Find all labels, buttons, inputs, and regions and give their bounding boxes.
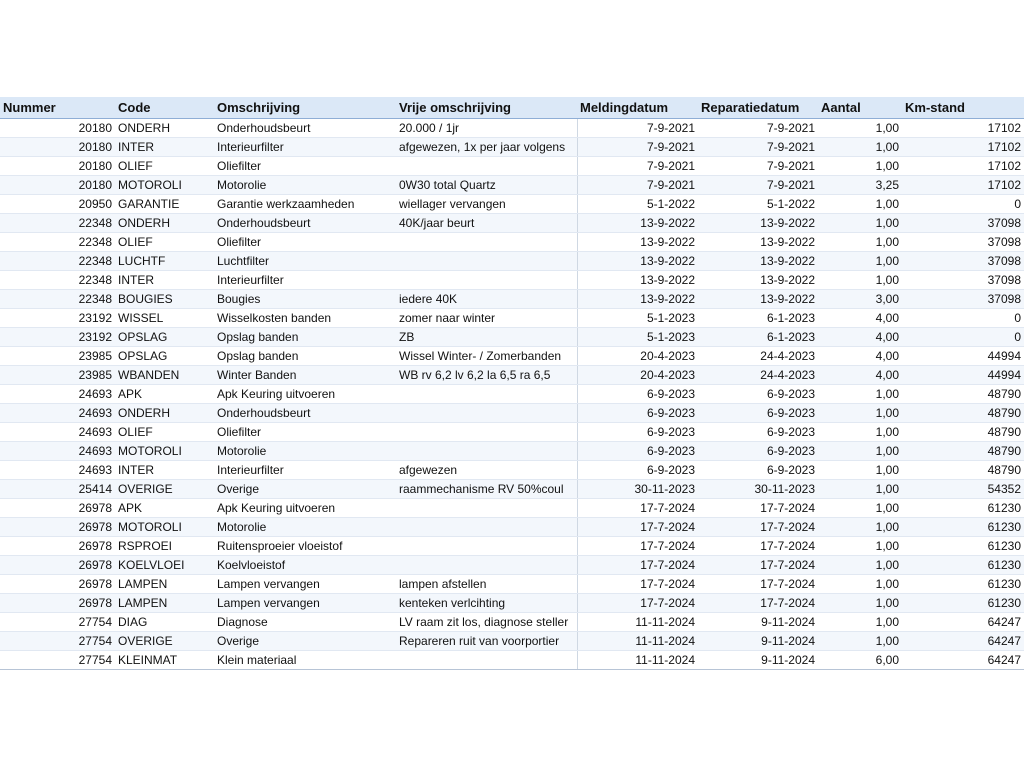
cell-reparatiedatum[interactable]: 24-4-2023 — [698, 366, 818, 385]
cell-reparatiedatum[interactable]: 5-1-2022 — [698, 195, 818, 214]
cell-reparatiedatum[interactable]: 17-7-2024 — [698, 499, 818, 518]
cell-code[interactable]: INTER — [115, 271, 214, 290]
header-nummer[interactable]: Nummer — [0, 97, 115, 119]
cell-nummer[interactable]: 20180 — [0, 119, 115, 138]
cell-reparatiedatum[interactable]: 13-9-2022 — [698, 271, 818, 290]
cell-nummer[interactable]: 26978 — [0, 556, 115, 575]
cell-aantal[interactable]: 1,00 — [818, 632, 902, 651]
cell-aantal[interactable]: 3,25 — [818, 176, 902, 195]
cell-vrije-omschrijving[interactable] — [396, 423, 577, 442]
cell-vrije-omschrijving[interactable] — [396, 252, 577, 271]
cell-nummer[interactable]: 23192 — [0, 328, 115, 347]
cell-aantal[interactable]: 1,00 — [818, 499, 902, 518]
cell-code[interactable]: OPSLAG — [115, 347, 214, 366]
cell-meldingdatum[interactable]: 7-9-2021 — [577, 119, 698, 138]
table-row — [0, 613, 1024, 632]
cell-km-stand[interactable]: 48790 — [902, 404, 1024, 423]
cell-omschrijving[interactable]: Garantie werkzaamheden — [214, 195, 396, 214]
table-row — [0, 271, 1024, 290]
table-row — [0, 556, 1024, 575]
table-row — [0, 404, 1024, 423]
cell-omschrijving[interactable]: Motorolie — [214, 518, 396, 537]
cell-reparatiedatum[interactable]: 13-9-2022 — [698, 252, 818, 271]
cell-code[interactable]: LAMPEN — [115, 594, 214, 613]
table-row — [0, 499, 1024, 518]
cell-nummer[interactable]: 22348 — [0, 290, 115, 309]
cell-aantal[interactable]: 1,00 — [818, 575, 902, 594]
cell-aantal[interactable]: 1,00 — [818, 594, 902, 613]
cell-nummer[interactable]: 26978 — [0, 594, 115, 613]
table-row — [0, 214, 1024, 233]
cell-meldingdatum[interactable]: 13-9-2022 — [577, 271, 698, 290]
cell-vrije-omschrijving[interactable] — [396, 556, 577, 575]
cell-meldingdatum[interactable]: 11-11-2024 — [577, 651, 698, 670]
cell-code[interactable]: OVERIGE — [115, 632, 214, 651]
cell-aantal[interactable]: 1,00 — [818, 480, 902, 499]
cell-km-stand[interactable]: 61230 — [902, 594, 1024, 613]
cell-vrije-omschrijving[interactable]: ZB — [396, 328, 577, 347]
cell-aantal[interactable]: 4,00 — [818, 328, 902, 347]
cell-reparatiedatum[interactable]: 6-9-2023 — [698, 404, 818, 423]
header-km-stand[interactable]: Km-stand — [902, 97, 1024, 119]
cell-vrije-omschrijving[interactable]: raammechanisme RV 50%coul — [396, 480, 577, 499]
cell-nummer[interactable]: 20950 — [0, 195, 115, 214]
cell-nummer[interactable]: 24693 — [0, 423, 115, 442]
cell-reparatiedatum[interactable]: 9-11-2024 — [698, 632, 818, 651]
cell-km-stand[interactable]: 17102 — [902, 138, 1024, 157]
cell-nummer[interactable]: 27754 — [0, 651, 115, 670]
cell-reparatiedatum[interactable]: 9-11-2024 — [698, 613, 818, 632]
cell-aantal[interactable]: 1,00 — [818, 252, 902, 271]
cell-omschrijving[interactable]: Interieurfilter — [214, 138, 396, 157]
table-row — [0, 138, 1024, 157]
cell-omschrijving[interactable]: Oliefilter — [214, 423, 396, 442]
table-row — [0, 423, 1024, 442]
cell-vrije-omschrijving[interactable]: 0W30 total Quartz — [396, 176, 577, 195]
cell-meldingdatum[interactable]: 5-1-2023 — [577, 328, 698, 347]
cell-meldingdatum[interactable]: 7-9-2021 — [577, 157, 698, 176]
cell-code[interactable]: INTER — [115, 461, 214, 480]
table-row — [0, 252, 1024, 271]
cell-km-stand[interactable]: 44994 — [902, 347, 1024, 366]
cell-code[interactable]: DIAG — [115, 613, 214, 632]
cell-nummer[interactable]: 26978 — [0, 537, 115, 556]
cell-reparatiedatum[interactable]: 7-9-2021 — [698, 119, 818, 138]
cell-reparatiedatum[interactable]: 7-9-2021 — [698, 176, 818, 195]
cell-km-stand[interactable]: 37098 — [902, 214, 1024, 233]
cell-vrije-omschrijving[interactable]: zomer naar winter — [396, 309, 577, 328]
cell-nummer[interactable]: 27754 — [0, 632, 115, 651]
cell-vrije-omschrijving[interactable]: wiellager vervangen — [396, 195, 577, 214]
cell-km-stand[interactable]: 61230 — [902, 575, 1024, 594]
cell-aantal[interactable]: 1,00 — [818, 518, 902, 537]
cell-code[interactable]: GARANTIE — [115, 195, 214, 214]
cell-meldingdatum[interactable]: 11-11-2024 — [577, 632, 698, 651]
cell-omschrijving[interactable]: Luchtfilter — [214, 252, 396, 271]
cell-km-stand[interactable]: 0 — [902, 309, 1024, 328]
cell-aantal[interactable]: 1,00 — [818, 461, 902, 480]
cell-km-stand[interactable]: 37098 — [902, 290, 1024, 309]
cell-reparatiedatum[interactable]: 17-7-2024 — [698, 537, 818, 556]
cell-omschrijving[interactable]: Opslag banden — [214, 347, 396, 366]
cell-meldingdatum[interactable]: 6-9-2023 — [577, 385, 698, 404]
cell-omschrijving[interactable]: Overige — [214, 480, 396, 499]
cell-vrije-omschrijving[interactable] — [396, 537, 577, 556]
cell-omschrijving[interactable]: Apk Keuring uitvoeren — [214, 385, 396, 404]
cell-meldingdatum[interactable]: 20-4-2023 — [577, 366, 698, 385]
cell-km-stand[interactable]: 37098 — [902, 233, 1024, 252]
cell-reparatiedatum[interactable]: 6-1-2023 — [698, 309, 818, 328]
cell-meldingdatum[interactable]: 17-7-2024 — [577, 575, 698, 594]
cell-code[interactable]: OVERIGE — [115, 480, 214, 499]
cell-aantal[interactable]: 1,00 — [818, 423, 902, 442]
cell-code[interactable]: WBANDEN — [115, 366, 214, 385]
cell-aantal[interactable]: 3,00 — [818, 290, 902, 309]
cell-aantal[interactable]: 1,00 — [818, 613, 902, 632]
cell-omschrijving[interactable]: Interieurfilter — [214, 271, 396, 290]
cell-aantal[interactable]: 1,00 — [818, 271, 902, 290]
cell-aantal[interactable]: 4,00 — [818, 309, 902, 328]
table-row — [0, 233, 1024, 252]
cell-omschrijving[interactable]: Lampen vervangen — [214, 594, 396, 613]
cell-nummer[interactable]: 25414 — [0, 480, 115, 499]
cell-vrije-omschrijving[interactable]: afgewezen — [396, 461, 577, 480]
cell-meldingdatum[interactable]: 5-1-2022 — [577, 195, 698, 214]
cell-reparatiedatum[interactable]: 6-9-2023 — [698, 385, 818, 404]
cell-vrije-omschrijving[interactable] — [396, 518, 577, 537]
table-row — [0, 518, 1024, 537]
cell-nummer[interactable]: 22348 — [0, 233, 115, 252]
cell-reparatiedatum[interactable]: 17-7-2024 — [698, 594, 818, 613]
cell-reparatiedatum[interactable]: 17-7-2024 — [698, 556, 818, 575]
cell-km-stand[interactable]: 17102 — [902, 176, 1024, 195]
cell-code[interactable]: MOTOROLI — [115, 442, 214, 461]
cell-code[interactable]: MOTOROLI — [115, 176, 214, 195]
cell-meldingdatum[interactable]: 6-9-2023 — [577, 404, 698, 423]
cell-reparatiedatum[interactable]: 6-9-2023 — [698, 423, 818, 442]
header-code[interactable]: Code — [115, 97, 214, 119]
cell-aantal[interactable]: 1,00 — [818, 442, 902, 461]
header-omschrijving[interactable]: Omschrijving — [214, 97, 396, 119]
cell-km-stand[interactable]: 64247 — [902, 632, 1024, 651]
cell-meldingdatum[interactable]: 13-9-2022 — [577, 290, 698, 309]
cell-omschrijving[interactable]: Motorolie — [214, 442, 396, 461]
cell-nummer[interactable]: 27754 — [0, 613, 115, 632]
cell-nummer[interactable]: 23985 — [0, 347, 115, 366]
cell-nummer[interactable]: 24693 — [0, 385, 115, 404]
cell-code[interactable]: APK — [115, 385, 214, 404]
table-row — [0, 157, 1024, 176]
cell-omschrijving[interactable]: Overige — [214, 632, 396, 651]
cell-code[interactable]: OLIEF — [115, 157, 214, 176]
cell-reparatiedatum[interactable]: 13-9-2022 — [698, 290, 818, 309]
cell-reparatiedatum[interactable]: 6-9-2023 — [698, 442, 818, 461]
cell-reparatiedatum[interactable]: 17-7-2024 — [698, 575, 818, 594]
cell-meldingdatum[interactable]: 17-7-2024 — [577, 499, 698, 518]
cell-reparatiedatum[interactable]: 30-11-2023 — [698, 480, 818, 499]
table-row — [0, 328, 1024, 347]
cell-aantal[interactable]: 1,00 — [818, 556, 902, 575]
header-vrije-omschrijving[interactable]: Vrije omschrijving — [396, 97, 577, 119]
table-row — [0, 195, 1024, 214]
cell-km-stand[interactable]: 61230 — [902, 556, 1024, 575]
cell-km-stand[interactable]: 64247 — [902, 651, 1024, 670]
table-body — [0, 119, 1024, 670]
table-row — [0, 537, 1024, 556]
table-row — [0, 480, 1024, 499]
cell-vrije-omschrijving[interactable] — [396, 157, 577, 176]
cell-km-stand[interactable]: 0 — [902, 328, 1024, 347]
cell-vrije-omschrijving[interactable] — [396, 442, 577, 461]
cell-meldingdatum[interactable]: 7-9-2021 — [577, 138, 698, 157]
cell-meldingdatum[interactable]: 6-9-2023 — [577, 461, 698, 480]
cell-omschrijving[interactable]: Bougies — [214, 290, 396, 309]
cell-vrije-omschrijving[interactable]: Repareren ruit van voorportier — [396, 632, 577, 651]
table-row — [0, 442, 1024, 461]
cell-meldingdatum[interactable]: 13-9-2022 — [577, 233, 698, 252]
cell-nummer[interactable]: 23192 — [0, 309, 115, 328]
cell-vrije-omschrijving[interactable]: 40K/jaar beurt — [396, 214, 577, 233]
table-row — [0, 594, 1024, 613]
cell-aantal[interactable]: 1,00 — [818, 233, 902, 252]
cell-code[interactable]: LUCHTF — [115, 252, 214, 271]
cell-vrije-omschrijving[interactable] — [396, 499, 577, 518]
cell-omschrijving[interactable]: Winter Banden — [214, 366, 396, 385]
cell-omschrijving[interactable]: Oliefilter — [214, 157, 396, 176]
cell-reparatiedatum[interactable]: 7-9-2021 — [698, 138, 818, 157]
cell-vrije-omschrijving[interactable] — [396, 385, 577, 404]
cell-reparatiedatum[interactable]: 6-9-2023 — [698, 461, 818, 480]
cell-meldingdatum[interactable]: 17-7-2024 — [577, 594, 698, 613]
cell-km-stand[interactable]: 61230 — [902, 499, 1024, 518]
cell-nummer[interactable]: 22348 — [0, 252, 115, 271]
table-row — [0, 461, 1024, 480]
table-row — [0, 632, 1024, 651]
cell-nummer[interactable]: 22348 — [0, 271, 115, 290]
cell-meldingdatum[interactable]: 17-7-2024 — [577, 518, 698, 537]
cell-aantal[interactable]: 1,00 — [818, 195, 902, 214]
cell-nummer[interactable]: 26978 — [0, 518, 115, 537]
cell-reparatiedatum[interactable]: 6-1-2023 — [698, 328, 818, 347]
header-meldingdatum[interactable]: Meldingdatum — [577, 97, 698, 119]
cell-code[interactable]: RSPROEI — [115, 537, 214, 556]
cell-nummer[interactable]: 26978 — [0, 499, 115, 518]
cell-km-stand[interactable]: 54352 — [902, 480, 1024, 499]
cell-meldingdatum[interactable]: 30-11-2023 — [577, 480, 698, 499]
cell-aantal[interactable]: 1,00 — [818, 404, 902, 423]
cell-km-stand[interactable]: 37098 — [902, 271, 1024, 290]
cell-meldingdatum[interactable]: 6-9-2023 — [577, 442, 698, 461]
cell-nummer[interactable]: 24693 — [0, 461, 115, 480]
cell-km-stand[interactable]: 17102 — [902, 119, 1024, 138]
cell-omschrijving[interactable]: Ruitensproeier vloeistof — [214, 537, 396, 556]
cell-aantal[interactable]: 4,00 — [818, 366, 902, 385]
cell-code[interactable]: BOUGIES — [115, 290, 214, 309]
header-aantal[interactable]: Aantal — [818, 97, 902, 119]
header-reparatiedatum[interactable]: Reparatiedatum — [698, 97, 818, 119]
cell-nummer[interactable]: 20180 — [0, 138, 115, 157]
cell-code[interactable]: APK — [115, 499, 214, 518]
cell-vrije-omschrijving[interactable]: 20.000 / 1jr — [396, 119, 577, 138]
cell-nummer[interactable]: 26978 — [0, 575, 115, 594]
cell-km-stand[interactable]: 64247 — [902, 613, 1024, 632]
cell-nummer[interactable]: 20180 — [0, 176, 115, 195]
table-row — [0, 309, 1024, 328]
cell-meldingdatum[interactable]: 13-9-2022 — [577, 214, 698, 233]
cell-omschrijving[interactable]: Opslag banden — [214, 328, 396, 347]
cell-km-stand[interactable]: 48790 — [902, 442, 1024, 461]
header-row — [0, 97, 1024, 119]
cell-code[interactable]: OPSLAG — [115, 328, 214, 347]
cell-aantal[interactable]: 1,00 — [818, 119, 902, 138]
table-row — [0, 347, 1024, 366]
cell-code[interactable]: ONDERH — [115, 214, 214, 233]
cell-code[interactable]: ONDERH — [115, 119, 214, 138]
cell-omschrijving[interactable]: Onderhoudsbeurt — [214, 404, 396, 423]
maintenance-table — [0, 97, 1024, 670]
cell-aantal[interactable]: 1,00 — [818, 537, 902, 556]
table-row — [0, 651, 1024, 670]
cell-omschrijving[interactable]: Motorolie — [214, 176, 396, 195]
cell-vrije-omschrijving[interactable]: iedere 40K — [396, 290, 577, 309]
cell-vrije-omschrijving[interactable]: kenteken verlcihting — [396, 594, 577, 613]
cell-nummer[interactable]: 23985 — [0, 366, 115, 385]
cell-code[interactable]: WISSEL — [115, 309, 214, 328]
cell-km-stand[interactable]: 61230 — [902, 537, 1024, 556]
cell-vrije-omschrijving[interactable] — [396, 233, 577, 252]
cell-reparatiedatum[interactable]: 24-4-2023 — [698, 347, 818, 366]
cell-reparatiedatum[interactable]: 7-9-2021 — [698, 157, 818, 176]
cell-nummer[interactable]: 24693 — [0, 442, 115, 461]
cell-aantal[interactable]: 6,00 — [818, 651, 902, 670]
cell-omschrijving[interactable]: Lampen vervangen — [214, 575, 396, 594]
cell-code[interactable]: OLIEF — [115, 423, 214, 442]
cell-vrije-omschrijving[interactable]: afgewezen, 1x per jaar volgens — [396, 138, 577, 157]
cell-omschrijving[interactable]: Onderhoudsbeurt — [214, 214, 396, 233]
cell-vrije-omschrijving[interactable]: WB rv 6,2 lv 6,2 la 6,5 ra 6,5 — [396, 366, 577, 385]
cell-meldingdatum[interactable]: 5-1-2023 — [577, 309, 698, 328]
cell-aantal[interactable]: 1,00 — [818, 138, 902, 157]
cell-nummer[interactable]: 20180 — [0, 157, 115, 176]
cell-code[interactable]: MOTOROLI — [115, 518, 214, 537]
table-row — [0, 119, 1024, 138]
cell-km-stand[interactable]: 48790 — [902, 423, 1024, 442]
cell-km-stand[interactable]: 0 — [902, 195, 1024, 214]
cell-meldingdatum[interactable]: 17-7-2024 — [577, 537, 698, 556]
cell-km-stand[interactable]: 44994 — [902, 366, 1024, 385]
cell-meldingdatum[interactable]: 11-11-2024 — [577, 613, 698, 632]
cell-km-stand[interactable]: 37098 — [902, 252, 1024, 271]
cell-omschrijving[interactable]: Wisselkosten banden — [214, 309, 396, 328]
table-row — [0, 176, 1024, 195]
cell-nummer[interactable]: 24693 — [0, 404, 115, 423]
cell-omschrijving[interactable]: Koelvloeistof — [214, 556, 396, 575]
spreadsheet — [0, 97, 1024, 670]
cell-aantal[interactable]: 1,00 — [818, 157, 902, 176]
cell-reparatiedatum[interactable]: 13-9-2022 — [698, 233, 818, 252]
cell-km-stand[interactable]: 48790 — [902, 461, 1024, 480]
cell-code[interactable]: KLEINMAT — [115, 651, 214, 670]
cell-omschrijving[interactable]: Interieurfilter — [214, 461, 396, 480]
cell-omschrijving[interactable]: Onderhoudsbeurt — [214, 119, 396, 138]
cell-km-stand[interactable]: 17102 — [902, 157, 1024, 176]
cell-reparatiedatum[interactable]: 17-7-2024 — [698, 518, 818, 537]
cell-vrije-omschrijving[interactable] — [396, 404, 577, 423]
cell-code[interactable]: LAMPEN — [115, 575, 214, 594]
cell-vrije-omschrijving[interactable]: LV raam zit los, diagnose steller — [396, 613, 577, 632]
cell-vrije-omschrijving[interactable]: lampen afstellen — [396, 575, 577, 594]
cell-km-stand[interactable]: 61230 — [902, 518, 1024, 537]
cell-meldingdatum[interactable]: 17-7-2024 — [577, 556, 698, 575]
cell-reparatiedatum[interactable]: 13-9-2022 — [698, 214, 818, 233]
cell-omschrijving[interactable]: Apk Keuring uitvoeren — [214, 499, 396, 518]
cell-code[interactable]: KOELVLOEI — [115, 556, 214, 575]
cell-code[interactable]: ONDERH — [115, 404, 214, 423]
cell-vrije-omschrijving[interactable] — [396, 271, 577, 290]
cell-aantal[interactable]: 1,00 — [818, 385, 902, 404]
cell-vrije-omschrijving[interactable]: Wissel Winter- / Zomerbanden — [396, 347, 577, 366]
cell-omschrijving[interactable]: Diagnose — [214, 613, 396, 632]
cell-code[interactable]: OLIEF — [115, 233, 214, 252]
cell-meldingdatum[interactable]: 7-9-2021 — [577, 176, 698, 195]
cell-nummer[interactable]: 22348 — [0, 214, 115, 233]
table-row — [0, 366, 1024, 385]
cell-km-stand[interactable]: 48790 — [902, 385, 1024, 404]
cell-meldingdatum[interactable]: 13-9-2022 — [577, 252, 698, 271]
table-row — [0, 290, 1024, 309]
table-row — [0, 575, 1024, 594]
cell-omschrijving[interactable]: Oliefilter — [214, 233, 396, 252]
cell-vrije-omschrijving[interactable] — [396, 651, 577, 670]
cell-aantal[interactable]: 1,00 — [818, 214, 902, 233]
cell-code[interactable]: INTER — [115, 138, 214, 157]
cell-meldingdatum[interactable]: 6-9-2023 — [577, 423, 698, 442]
cell-aantal[interactable]: 4,00 — [818, 347, 902, 366]
cell-omschrijving[interactable]: Klein materiaal — [214, 651, 396, 670]
table-row — [0, 385, 1024, 404]
cell-meldingdatum[interactable]: 20-4-2023 — [577, 347, 698, 366]
cell-reparatiedatum[interactable]: 9-11-2024 — [698, 651, 818, 670]
